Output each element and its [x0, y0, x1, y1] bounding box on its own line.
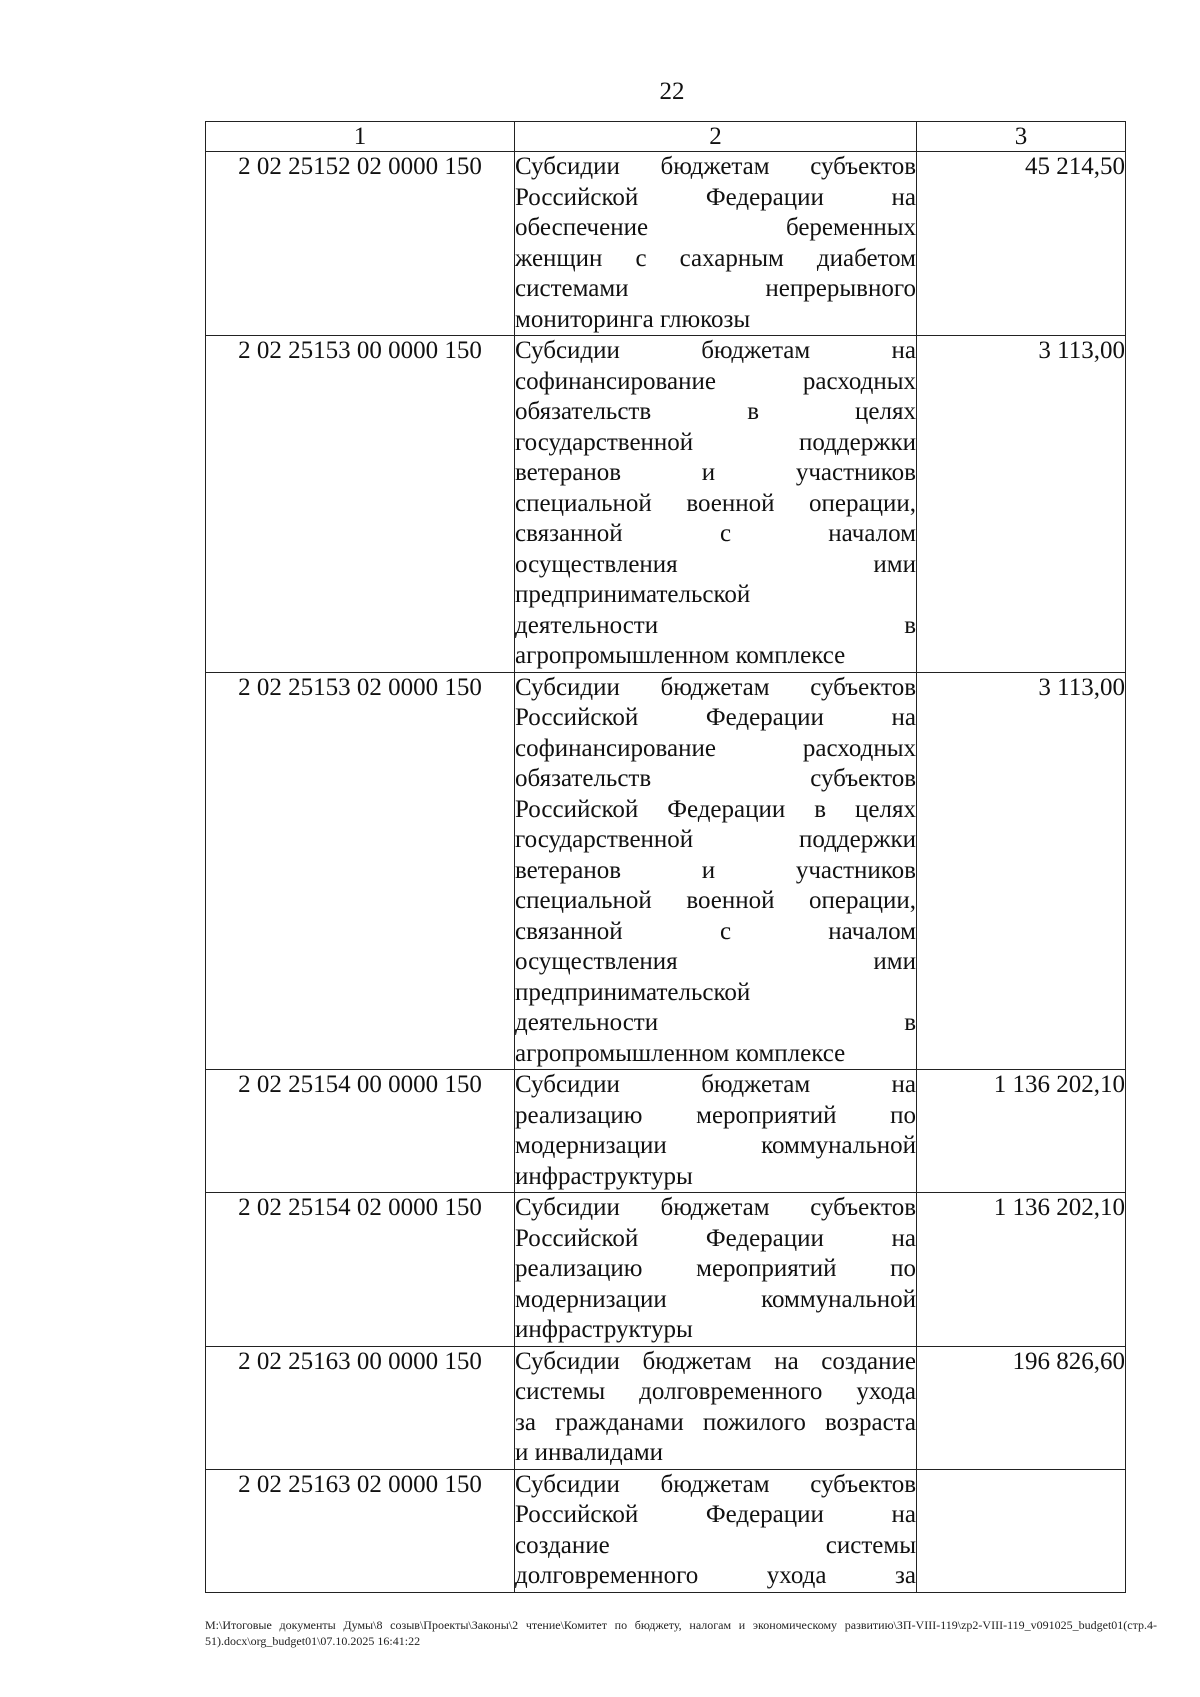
description-line: Субсидии бюджетам на	[515, 1071, 916, 1098]
description-line: агропромышленном комплексе	[515, 642, 846, 669]
description-line: софинансирование расходных	[515, 734, 916, 762]
description-line: специальной военной операции,	[515, 887, 916, 914]
budget-code: 2 02 25152 02 0000 150	[206, 152, 515, 336]
description-line: Российской Федерации на	[515, 704, 916, 731]
document-footer-path: M:\Итоговые документы Думы\8 созыв\Проекты\Законы\2 чтение\Комитет по бюджету, налогам и экономическому развитию\ЗП-VIII-119\zp2-VIII-119_v091025_budget01(стр.4-51).docx\org_budget01\07.10.2025 16:41:22	[205, 1618, 1157, 1648]
table-row	[206, 672, 1126, 1070]
column-header: 1	[206, 122, 515, 152]
description-line: предпринимательской	[515, 581, 751, 608]
budget-code: 2 02 25153 02 0000 150	[206, 672, 515, 1070]
description-line: ветеранов и участников	[515, 459, 916, 486]
description-line: Субсидии бюджетам субъектов	[515, 153, 916, 180]
description-line: Субсидии бюджетам на создание	[515, 1347, 916, 1375]
description-line: государственной поддержки	[515, 826, 916, 853]
description-line: системами непрерывного	[515, 275, 916, 302]
budget-description	[515, 1469, 917, 1592]
budget-code: 2 02 25154 00 0000 150	[206, 1070, 515, 1193]
description-line: мониторинга глюкозы	[515, 305, 751, 333]
description-line: агропромышленном комплексе	[515, 1039, 846, 1067]
budget-code: 2 02 25163 00 0000 150	[206, 1346, 515, 1469]
budget-amount: 196 826,60	[917, 1346, 1126, 1469]
description-line: Субсидии бюджетам на	[515, 337, 916, 364]
description-line: модернизации коммунальной	[515, 1132, 916, 1159]
budget-amount: 1 136 202,10	[917, 1193, 1126, 1347]
description-line: Российской Федерации на	[515, 1224, 916, 1252]
budget-code: 2 02 25153 00 0000 150	[206, 336, 515, 673]
description-line: Российской Федерации в целях	[515, 795, 916, 823]
table-row	[206, 1070, 1126, 1193]
table-row	[206, 1346, 1126, 1469]
description-line: системы долговременного ухода	[515, 1378, 916, 1405]
description-line: предпринимательской	[515, 978, 751, 1006]
budget-description	[515, 1346, 917, 1469]
column-header: 3	[917, 122, 1126, 152]
description-line: ветеранов и участников	[515, 856, 916, 884]
budget-description	[515, 1193, 917, 1347]
description-line: деятельности в	[515, 611, 916, 639]
column-header: 2	[515, 122, 917, 152]
description-line: осуществления ими	[515, 948, 916, 975]
page-number: 22	[659, 78, 685, 105]
budget-amount: 3 113,00	[917, 336, 1126, 673]
description-line: и инвалидами	[515, 1439, 664, 1466]
budget-table	[205, 121, 1126, 1593]
table-row	[206, 152, 1126, 336]
table-row	[206, 1469, 1126, 1592]
table-row	[206, 1193, 1126, 1347]
description-line: Российской Федерации на	[515, 183, 916, 211]
description-line: обязательств субъектов	[515, 765, 916, 792]
description-line: женщин с сахарным диабетом	[515, 244, 916, 272]
budget-description	[515, 672, 917, 1070]
budget-description	[515, 336, 917, 673]
description-line: софинансирование расходных	[515, 367, 916, 395]
description-line: Субсидии бюджетам субъектов	[515, 673, 916, 701]
description-line: деятельности в	[515, 1009, 916, 1036]
description-line: создание системы	[515, 1531, 916, 1559]
description-line: осуществления ими	[515, 550, 916, 578]
budget-amount: 45 214,50	[917, 152, 1126, 336]
description-line: за гражданами пожилого возраста	[515, 1408, 916, 1436]
budget-amount: 1 136 202,10	[917, 1070, 1126, 1193]
description-line: долговременного ухода за	[515, 1562, 916, 1589]
description-line: обеспечение беременных	[515, 214, 916, 241]
description-line: обязательств в целях	[515, 398, 916, 425]
description-line: связанной с началом	[515, 917, 916, 945]
budget-amount	[917, 1469, 1126, 1592]
table-row	[206, 336, 1126, 673]
description-line: реализацию мероприятий по	[515, 1101, 916, 1129]
budget-amount: 3 113,00	[917, 672, 1126, 1070]
description-line: реализацию мероприятий по	[515, 1255, 916, 1282]
table-header-row	[206, 122, 1126, 152]
budget-code: 2 02 25154 02 0000 150	[206, 1193, 515, 1347]
budget-code: 2 02 25163 02 0000 150	[206, 1469, 515, 1592]
description-line: инфраструктуры	[515, 1162, 693, 1190]
description-line: государственной поддержки	[515, 428, 916, 456]
budget-description	[515, 152, 917, 336]
description-line: Субсидии бюджетам субъектов	[515, 1470, 916, 1498]
description-line: специальной военной операции,	[515, 489, 916, 517]
description-line: связанной с началом	[515, 520, 916, 547]
description-line: модернизации коммунальной	[515, 1285, 916, 1313]
description-line: инфраструктуры	[515, 1316, 693, 1343]
description-line: Российской Федерации на	[515, 1501, 916, 1528]
budget-description	[515, 1070, 917, 1193]
description-line: Субсидии бюджетам субъектов	[515, 1194, 916, 1221]
